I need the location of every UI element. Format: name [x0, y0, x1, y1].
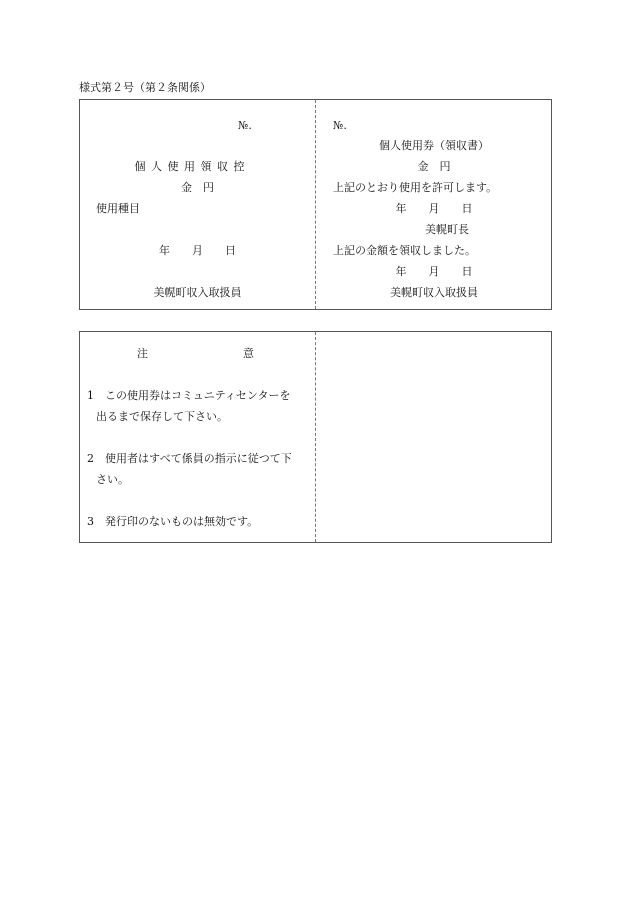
stub-title: 個 人 使 用 領 収 控 — [134, 160, 246, 173]
form-title: 様式第２号（第２条関係） — [79, 81, 211, 94]
stub-clerk: 美幌町収入取扱員 — [153, 286, 242, 299]
notes-heading-right: 意 — [243, 347, 254, 360]
stub-usage-type: 使用種目 — [96, 202, 140, 215]
ticket-amount: 金 円 — [417, 160, 451, 173]
ticket-receipt-text: 上記の金額を領収しました。 — [333, 244, 476, 257]
stub-date: 年 月 日 — [159, 244, 236, 257]
notes-heading-left: 注 — [137, 347, 148, 360]
ticket-permit-date: 年 月 日 — [395, 202, 473, 215]
ticket-title: 個人使用券（領収書） — [379, 139, 489, 152]
notes-perforation-line — [315, 332, 316, 542]
stub-number-label: №. — [238, 119, 252, 132]
note-2-line-2: さい。 — [96, 473, 129, 486]
note-1-line-1: 1 この使用券はコミュニティセンターを — [87, 389, 291, 402]
ticket-permit-text: 上記のとおり使用を許可します。 — [333, 181, 498, 194]
ticket-number-label: №. — [333, 119, 347, 132]
ticket-clerk: 美幌町収入取扱員 — [390, 286, 478, 299]
stub-amount: 金 円 — [181, 181, 214, 194]
ticket-issuer: 美幌町長 — [425, 223, 469, 236]
note-2-line-1: 2 使用者はすべて係員の指示に従つて下 — [87, 452, 292, 465]
note-1-line-2: 出るまで保存して下さい。 — [96, 410, 228, 423]
note-3: 3 発行印のないものは無効です。 — [87, 515, 259, 528]
ticket-receipt-date: 年 月 日 — [395, 265, 473, 278]
